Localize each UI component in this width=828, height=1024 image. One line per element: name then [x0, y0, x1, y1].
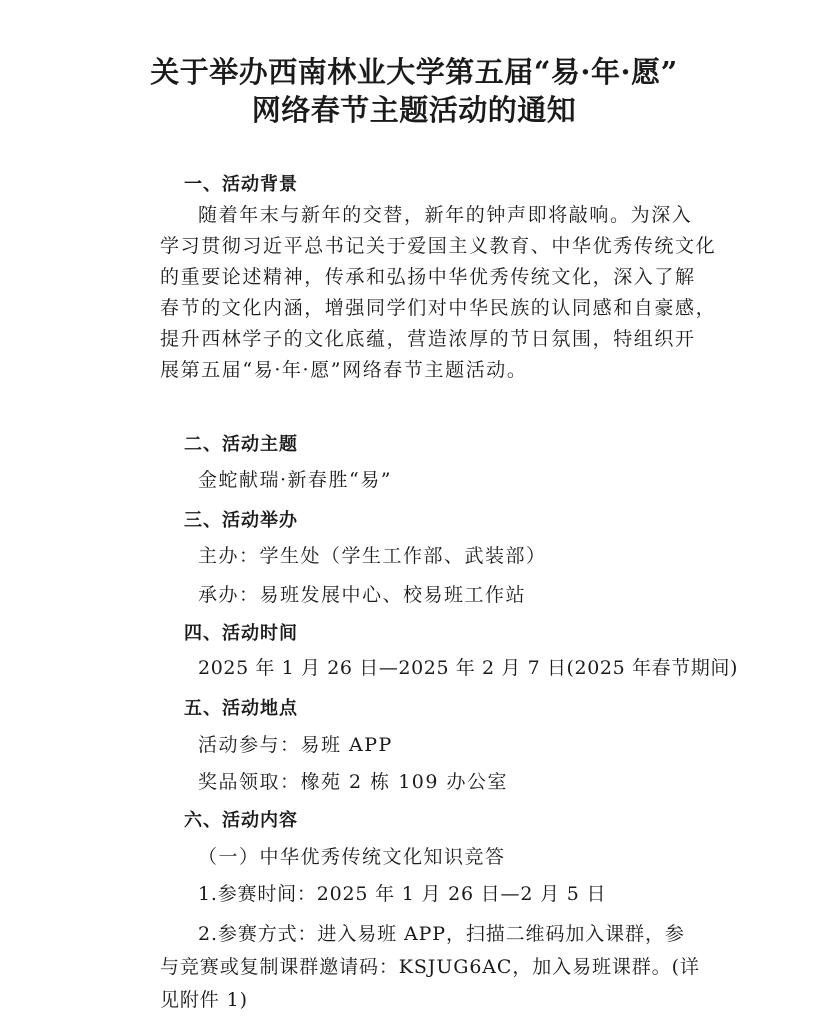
document-title-line-1: 关于举办西南林业大学第五届“易·年·愿” — [150, 55, 678, 89]
undertaker-text: 承办：易班发展中心、校易班工作站 — [198, 584, 527, 606]
section-heading-location: 五、活动地点 — [184, 698, 298, 719]
theme-text: 金蛇献瑞·新春胜“易” — [198, 469, 392, 491]
paragraph-line: 的重要论述精神，传承和弘扬中华优秀传统文化，深入了解 — [160, 266, 696, 288]
paragraph-line: 提升西林学子的文化底蕴，营造浓厚的节日氛围，特组织开 — [160, 328, 696, 350]
paragraph-line: 展第五届“易·年·愿”网络春节主题活动。 — [160, 359, 528, 381]
subsection-title-quiz: （一）中华优秀传统文化知识竞答 — [198, 846, 506, 868]
host-text: 主办：学生处（学生工作部、武装部） — [198, 545, 547, 567]
paragraph-line: 见附件 1) — [160, 989, 248, 1011]
section-heading-time: 四、活动时间 — [184, 623, 298, 644]
paragraph-line: 随着年末与新年的交替，新年的钟声即将敲响。为深入 — [198, 204, 693, 226]
quiz-method-paragraph — [160, 918, 700, 1017]
section-heading-background: 一、活动背景 — [184, 174, 298, 195]
section-heading-organizer: 三、活动举办 — [184, 510, 298, 531]
paragraph-line: 2.参赛方式：进入易班 APP，扫描二维码加入课群，参 — [198, 923, 685, 945]
paragraph-line: 春节的文化内涵，增强同学们对中华民族的认同感和自豪感， — [160, 297, 717, 319]
document-title-line-2: 网络春节主题活动的通知 — [251, 93, 577, 127]
quiz-time-text: 1.参赛时间：2025 年 1 月 26 日—2 月 5 日 — [198, 883, 607, 905]
background-paragraph — [160, 200, 717, 386]
section-heading-theme: 二、活动主题 — [184, 434, 298, 455]
paragraph-line: 学习贯彻习近平总书记关于爱国主义教育、中华优秀传统文化 — [160, 235, 717, 257]
participate-text: 活动参与：易班 APP — [198, 734, 393, 756]
section-heading-content: 六、活动内容 — [184, 810, 298, 831]
prize-text: 奖品领取：橡苑 2 栋 109 办公室 — [198, 771, 509, 793]
paragraph-line: 与竞赛或复制课群邀请码：KSJUG6AC，加入易班课群。(详 — [160, 956, 700, 978]
time-text: 2025 年 1 月 26 日—2025 年 2 月 7 日(2025 年春节期间) — [198, 657, 738, 679]
